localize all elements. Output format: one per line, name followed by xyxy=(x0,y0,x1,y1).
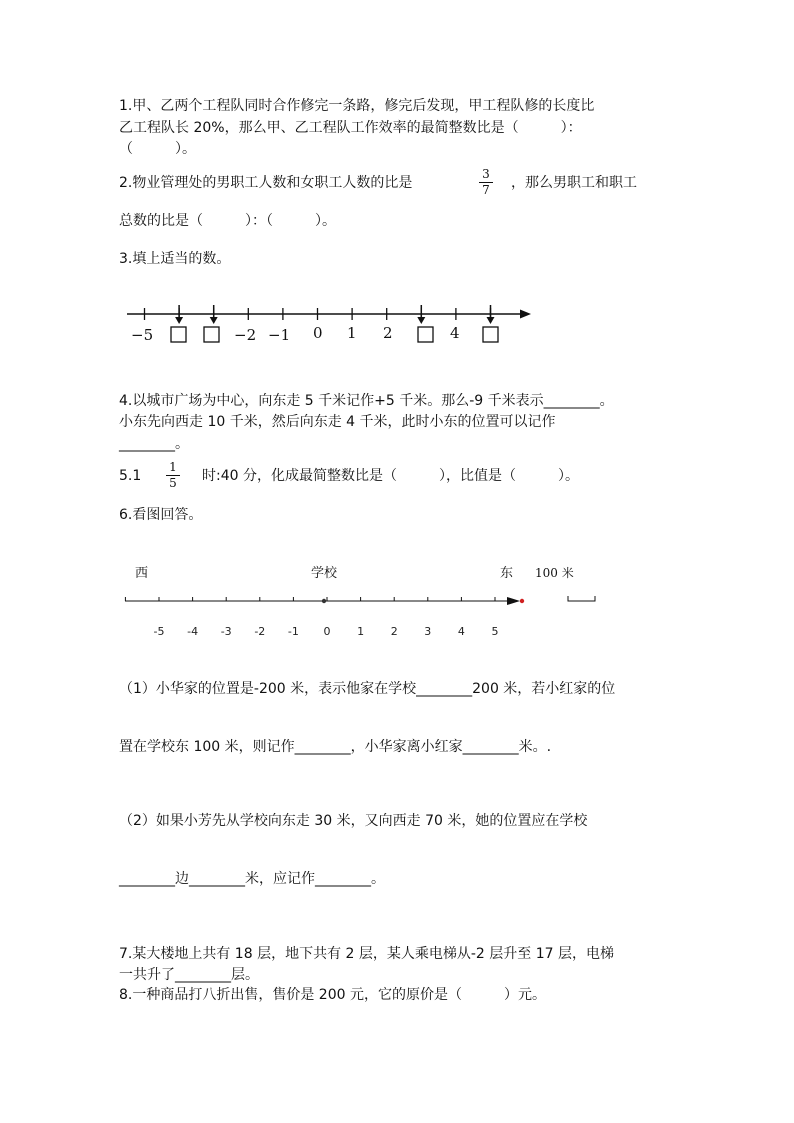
q3-label-minus5: −5 xyxy=(131,326,154,344)
q6-sub1-line1: （1）小华家的位置是-200 米，表示他家在学校________200 米，若小红家的位 xyxy=(119,681,616,697)
q4-line1: 4.以城市广场为中心，向东走 5 千米记作+5 千米。那么-9 千米表示________。 xyxy=(119,393,614,409)
q7-line2: 一共升了________层。 xyxy=(119,967,259,983)
q8-text: 8.一种商品打八折出售，售价是 200 元，它的原价是（ ）元。 xyxy=(119,987,546,1003)
q6-scale-label: 100 米 xyxy=(535,566,574,580)
q1-line3: （ ）。 xyxy=(119,141,196,157)
q6-tick-label: -4 xyxy=(187,625,199,638)
q3-label-2: 2 xyxy=(383,324,393,342)
q6-west-label: 西 xyxy=(135,566,149,581)
q3-label-minus2: −2 xyxy=(234,326,257,344)
q4-line2: 小东先向西走 10 千米，然后向东走 4 千米，此时小东的位置可以记作 xyxy=(119,414,556,430)
q6-sub1-line2: 置在学校东 100 米，则记作________，小华家离小红家________米。. xyxy=(119,739,552,755)
q3-label-1: 1 xyxy=(347,324,357,342)
q6-axis-endpoint xyxy=(520,599,524,603)
q5-frac-den: 5 xyxy=(169,476,177,490)
q1-line1: 1.甲、乙两个工程队同时合作修完一条路，修完后发现，甲工程队修的长度比 xyxy=(119,98,595,114)
q5-frac-num: 1 xyxy=(169,460,177,474)
q6-school-dot xyxy=(322,599,326,603)
q6-tick-label: 4 xyxy=(457,625,465,638)
q6-sub2-line2: ________边________米，应记作________。 xyxy=(119,871,385,887)
q3-label-minus1: −1 xyxy=(268,326,291,344)
q6-tick-label: 2 xyxy=(390,625,398,638)
q6-tick-label: -2 xyxy=(254,625,266,638)
q2-frac-num: 3 xyxy=(482,167,490,181)
q2-line1-part2: ，那么男职工和职工 xyxy=(511,175,637,191)
q6-sub2-line1: （2）如果小芳先从学校向东走 30 米，又向西走 70 米，她的位置应在学校 xyxy=(119,813,588,829)
q3-label-0: 0 xyxy=(313,324,323,342)
q6-tick-label: 5 xyxy=(491,625,499,638)
q3-text: 3.填上适当的数。 xyxy=(119,251,231,267)
q7-line1: 7.某大楼地上共有 18 层，地下共有 2 层，某人乘电梯从-2 层升至 17 层，电梯 xyxy=(119,946,615,962)
q2-line1-part1: 2.物业管理处的男职工人数和女职工人数的比是 xyxy=(119,175,413,191)
q6-east-label: 东 xyxy=(500,566,514,581)
q6-scale-bracket xyxy=(568,596,595,601)
q1-line2: 乙工程队长 20%，那么甲、乙工程队工作效率的最简整数比是（ ）： xyxy=(119,120,582,136)
q6-tick-label: -1 xyxy=(287,625,299,638)
q6-tick-label: 1 xyxy=(357,625,365,638)
q2-frac-den: 7 xyxy=(482,183,490,197)
q6-axis-arrowhead xyxy=(507,597,520,605)
q6-ticks xyxy=(125,597,495,601)
q5-whole: 5.1 xyxy=(119,468,142,484)
q6-school-label: 学校 xyxy=(311,566,338,581)
q3-label-4: 4 xyxy=(450,324,460,342)
q4-line3: ________。 xyxy=(119,436,189,452)
q6-text: 6.看图回答。 xyxy=(119,507,203,523)
q6-tick-label: 0 xyxy=(323,625,331,638)
q5-rest: 时:40 分，化成最简整数比是（ ），比值是（ ）。 xyxy=(202,468,579,484)
q6-tick-label: -5 xyxy=(153,625,165,638)
q2-line2: 总数的比是（ ）：（ ）。 xyxy=(119,213,336,229)
q6-tick-labels xyxy=(154,625,499,638)
q6-tick-label: 3 xyxy=(424,625,432,638)
q6-tick-label: -3 xyxy=(220,625,232,638)
